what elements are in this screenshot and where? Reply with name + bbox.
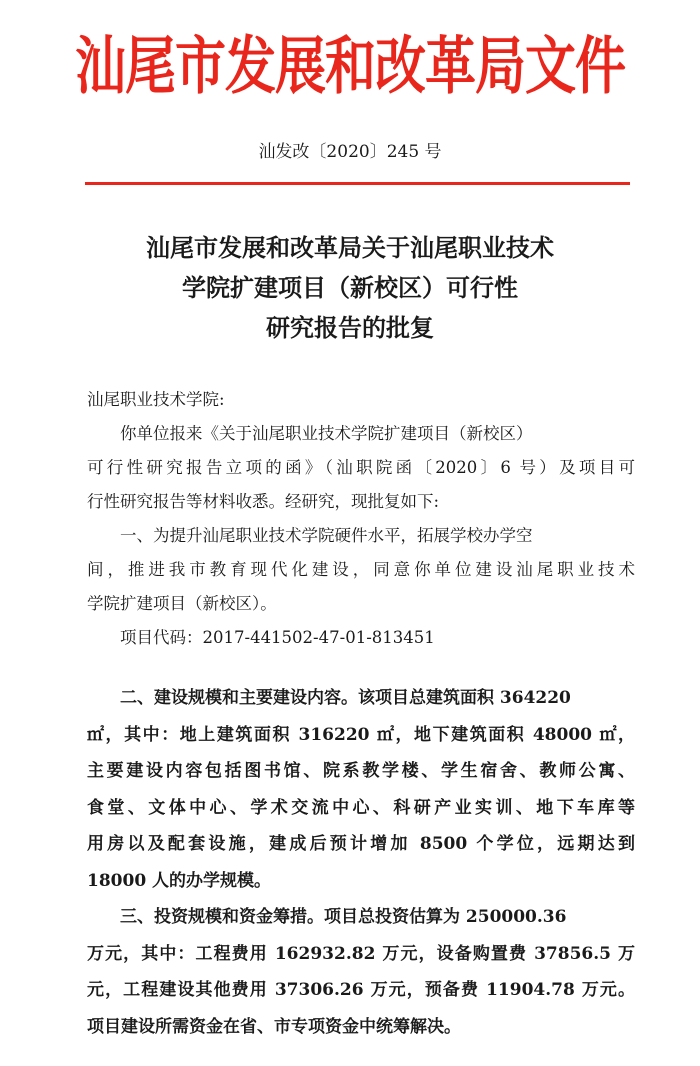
red-divider-line	[85, 182, 630, 185]
document-body-upper	[87, 383, 635, 655]
document-number: 汕发改〔2020〕245 号	[258, 142, 442, 162]
document-title	[0, 228, 700, 348]
paragraph-line: 你单位报来《关于汕尾职业技术学院扩建项目（新校区）	[120, 424, 533, 443]
title-line: 研究报告的批复	[266, 313, 434, 342]
addressee: 汕尾职业技术学院:	[87, 390, 225, 409]
paragraph-line: 用房以及配套设施，建成后预计增加 8500 个学位，远期达到	[87, 834, 635, 854]
masthead-title: 汕尾市发展和改革局文件	[74, 30, 625, 104]
paragraph-line: 一、为提升汕尾职业技术学院硬件水平，拓展学校办学空	[120, 526, 533, 545]
paragraph-line: 元，工程建设其他费用 37306.26 万元，预备费 11904.78 万元。	[87, 980, 635, 1000]
paragraph-line: 主要建设内容包括图书馆、院系教学楼、学生宿舍、教师公寓、	[87, 761, 635, 781]
project-code: 项目代码：2017-441502-47-01-813451	[120, 628, 435, 647]
paragraph-line: 学院扩建项目（新校区）。	[87, 594, 277, 613]
paragraph-line: 行性研究报告等材料收悉。经研究，现批复如下:	[87, 492, 440, 511]
paragraph-line: 食堂、文体中心、学术交流中心、科研产业实训、地下车库等	[87, 797, 635, 818]
paragraph-line: 间，推进我市教育现代化建设，同意你单位建设汕尾职业技术	[87, 560, 635, 579]
paragraph-line: 项目建设所需资金在省、市专项资金中统筹解决。	[87, 1016, 461, 1037]
paragraph-line: ㎡，其中：地上建筑面积 316220 ㎡，地下建筑面积 48000 ㎡，	[87, 724, 635, 745]
title-line: 学院扩建项目（新校区）可行性	[182, 273, 518, 302]
paragraph-line: 可行性研究报告立项的函》（汕职院函〔2020〕6 号）及项目可	[87, 458, 635, 477]
paragraph-line: 万元，其中：工程费用 162932.82 万元，设备购置费 37856.5 万	[87, 943, 635, 964]
title-line: 汕尾市发展和改革局关于汕尾职业技术	[146, 233, 554, 262]
document-body-lower	[87, 680, 635, 1045]
paragraph-line: 三、投资规模和资金筹措。项目总投资估算为 250000.36	[120, 907, 567, 927]
paragraph-line: 二、建设规模和主要建设内容。该项目总建筑面积 364220	[120, 688, 571, 708]
paragraph-line: 18000 人的办学规模。	[87, 870, 272, 891]
